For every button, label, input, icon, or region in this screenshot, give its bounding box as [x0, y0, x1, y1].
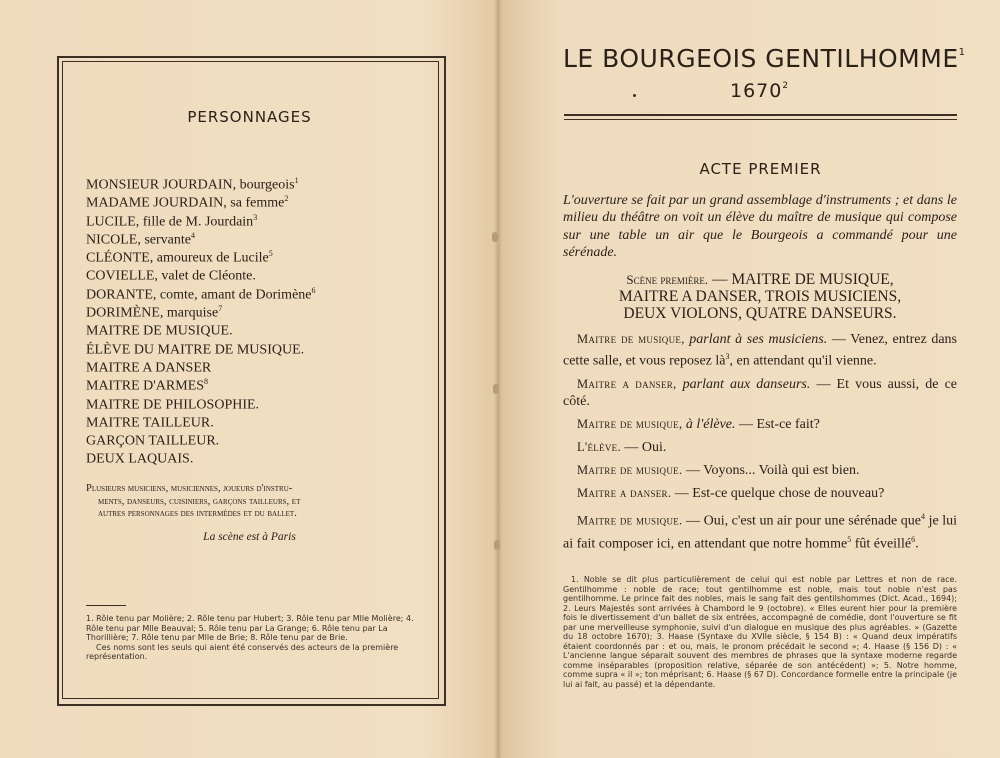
cast-footnotes	[86, 614, 418, 662]
speech: Maitre a danser, parlant aux danseurs. — Et vous aussi, de ce côté.	[563, 377, 958, 410]
title-rule	[564, 114, 957, 116]
title-rule	[564, 119, 957, 120]
stage-direction: L'ouverture se fait par un grand assemblage d'instruments ; et dans le milieu du théâtre on voit un élève du maître de musique qui compose sur une table un air que le Bourgeois a commandé pour une sérénade.	[563, 193, 957, 261]
speech: L'élève. — Oui.	[577, 440, 667, 456]
extras-line: autres personnages des intermèdes et du ballet.	[98, 508, 297, 519]
footnote-rule	[86, 605, 126, 606]
dialogue	[563, 331, 957, 558]
extras-line: Plusieurs musiciens, musiciennes, joueurs d'instru-	[86, 483, 293, 494]
character-entry: MADAME JOURDAIN, sa femme$^2$	[86, 194, 289, 211]
footnote-paragraph: 1. Rôle tenu par Molière; 2. Rôle tenu par Hubert; 3. Rôle tenu par Mlle Molière; 4. Rôle tenu par Mlle Beauval; 5. Rôle tenu par La Grange; 6. Rôle tenu par La Thorillière; 7. Rôle tenu par Mlle de Brie; 8. Rôle tenu par de Brie.	[86, 614, 414, 643]
scene-heading-line: MAITRE A DANSER, TROIS MUSICIENS,	[618, 288, 902, 305]
character-entry: MAITRE A DANSER	[86, 360, 212, 376]
speech: Maitre de musique, à l'élève. — Est-ce fait?	[577, 417, 820, 433]
character-entry: MAITRE DE PHILOSOPHIE.	[86, 397, 260, 413]
ornament-dot	[633, 94, 636, 97]
extras-line: ments, danseurs, cuisiniers, garçons tailleurs, et	[98, 495, 301, 507]
scene-heading	[563, 271, 957, 322]
character-entry: LUCILE, fille de M. Jourdain$^3$	[86, 212, 258, 230]
character-entry: DORIMÈNE, marquise$^7$	[86, 304, 223, 321]
extras-list	[86, 483, 416, 521]
play-footnotes	[563, 575, 957, 689]
character-entry: MAITRE D'ARMES$^8$	[86, 377, 209, 394]
character-entry: CLÉONTE, amoureux de Lucile$^5$	[86, 249, 273, 266]
character-entry: MAITRE DE MUSIQUE.	[86, 324, 233, 340]
binding-mark	[493, 384, 499, 394]
scene-heading-line: DEUX VIOLONS, QUATRE DANSEURS.	[623, 305, 897, 322]
character-entry: NICOLE, servante$^4$	[86, 230, 195, 248]
character-entry: MAITRE TAILLEUR.	[86, 415, 214, 431]
character-entry: ÉLÈVE DU MAITRE DE MUSIQUE.	[86, 342, 305, 358]
character-entry: DEUX LAQUAIS.	[86, 452, 194, 468]
play-year: 1670$^2$	[730, 80, 790, 102]
scene-heading-line: Scène première. — MAITRE DE MUSIQUE,	[626, 271, 894, 288]
footnote-paragraph: Ces noms sont les seuls qui aient été conservés des acteurs de la première représentation.	[86, 642, 399, 662]
binding-mark	[494, 540, 500, 550]
scene-location: La scène est à Paris	[203, 531, 296, 543]
cast-heading: PERSONNAGES	[187, 108, 312, 126]
character-entry: DORANTE, comte, amant de Dorimène$^6$	[86, 285, 316, 303]
book-spine	[494, 0, 502, 758]
speech: Maitre de musique, parlant à ses musiciens. — Venez, entrez dans cette salle, et vous reposez $là^3$, en attendant qu'il vienne.	[563, 332, 957, 370]
footnote-paragraph: 1. Noble se dit plus particulièrement de celui qui est noble par Lettres et non de race. Gentilhomme : noble de race; tout gentilhomme est noble, mais tout noble n'est pas gentilhomme. Le prince fait des nobles, mais le sang fait des gentilshommes (Dict. Acad., 1694); 2. Leurs Majestés sont arrivées à Chambord le 9 (octobre). « Elles eurent hier pour la première fois le divertissement d'un ballet de six entrées, accompagné de comédie, dont l'ouverture se fit par une merveilleuse symphonie, suivi d'un dialogue en musique des plus agréables. » (Gazette du 18 octobre 1670); 3. Haase (Syntaxe du XVIIe siècle, § 154 B) : « Quand deux impératifs étaient coordonnés par : et ou, mais, le pronom précédait le second »; 4. Haase (§ 156 D) : « L'ancienne langue séparait souvent des membres de phrases que la syntaxe moderne regarde comme inséparables (proposition relative, séparée de son antécédent) »; 5. Notre homme, comme supra « il »; ton méprisant; 6. Haase (§ 67 D). Concordance formelle entre la principale (je lui ai fait, au passé) et la dépendante.	[563, 575, 957, 689]
speech: Maitre de musique. — Voyons... Voilà qui est bien.	[577, 463, 860, 479]
binding-mark	[492, 232, 498, 242]
speech: Maitre de musique. — Oui, c'est un air pour une sérénade que$^4$ je lui ai fait composer ici, en attendant que notre homme$^5$ fût éveillé$^6$.	[563, 512, 957, 552]
act-heading: ACTE PREMIER	[699, 160, 822, 178]
play-title: LE BOURGEOIS GENTILHOMME$^1$	[563, 44, 966, 73]
speech: Maitre a danser. — Est-ce quelque chose de nouveau?	[577, 486, 885, 502]
character-entry: MONSIEUR JOURDAIN, bourgeois$^1$	[86, 176, 299, 193]
character-entry: COVIELLE, valet de Cléonte.	[86, 269, 256, 285]
character-entry: GARÇON TAILLEUR.	[86, 433, 220, 449]
character-list	[86, 172, 426, 468]
